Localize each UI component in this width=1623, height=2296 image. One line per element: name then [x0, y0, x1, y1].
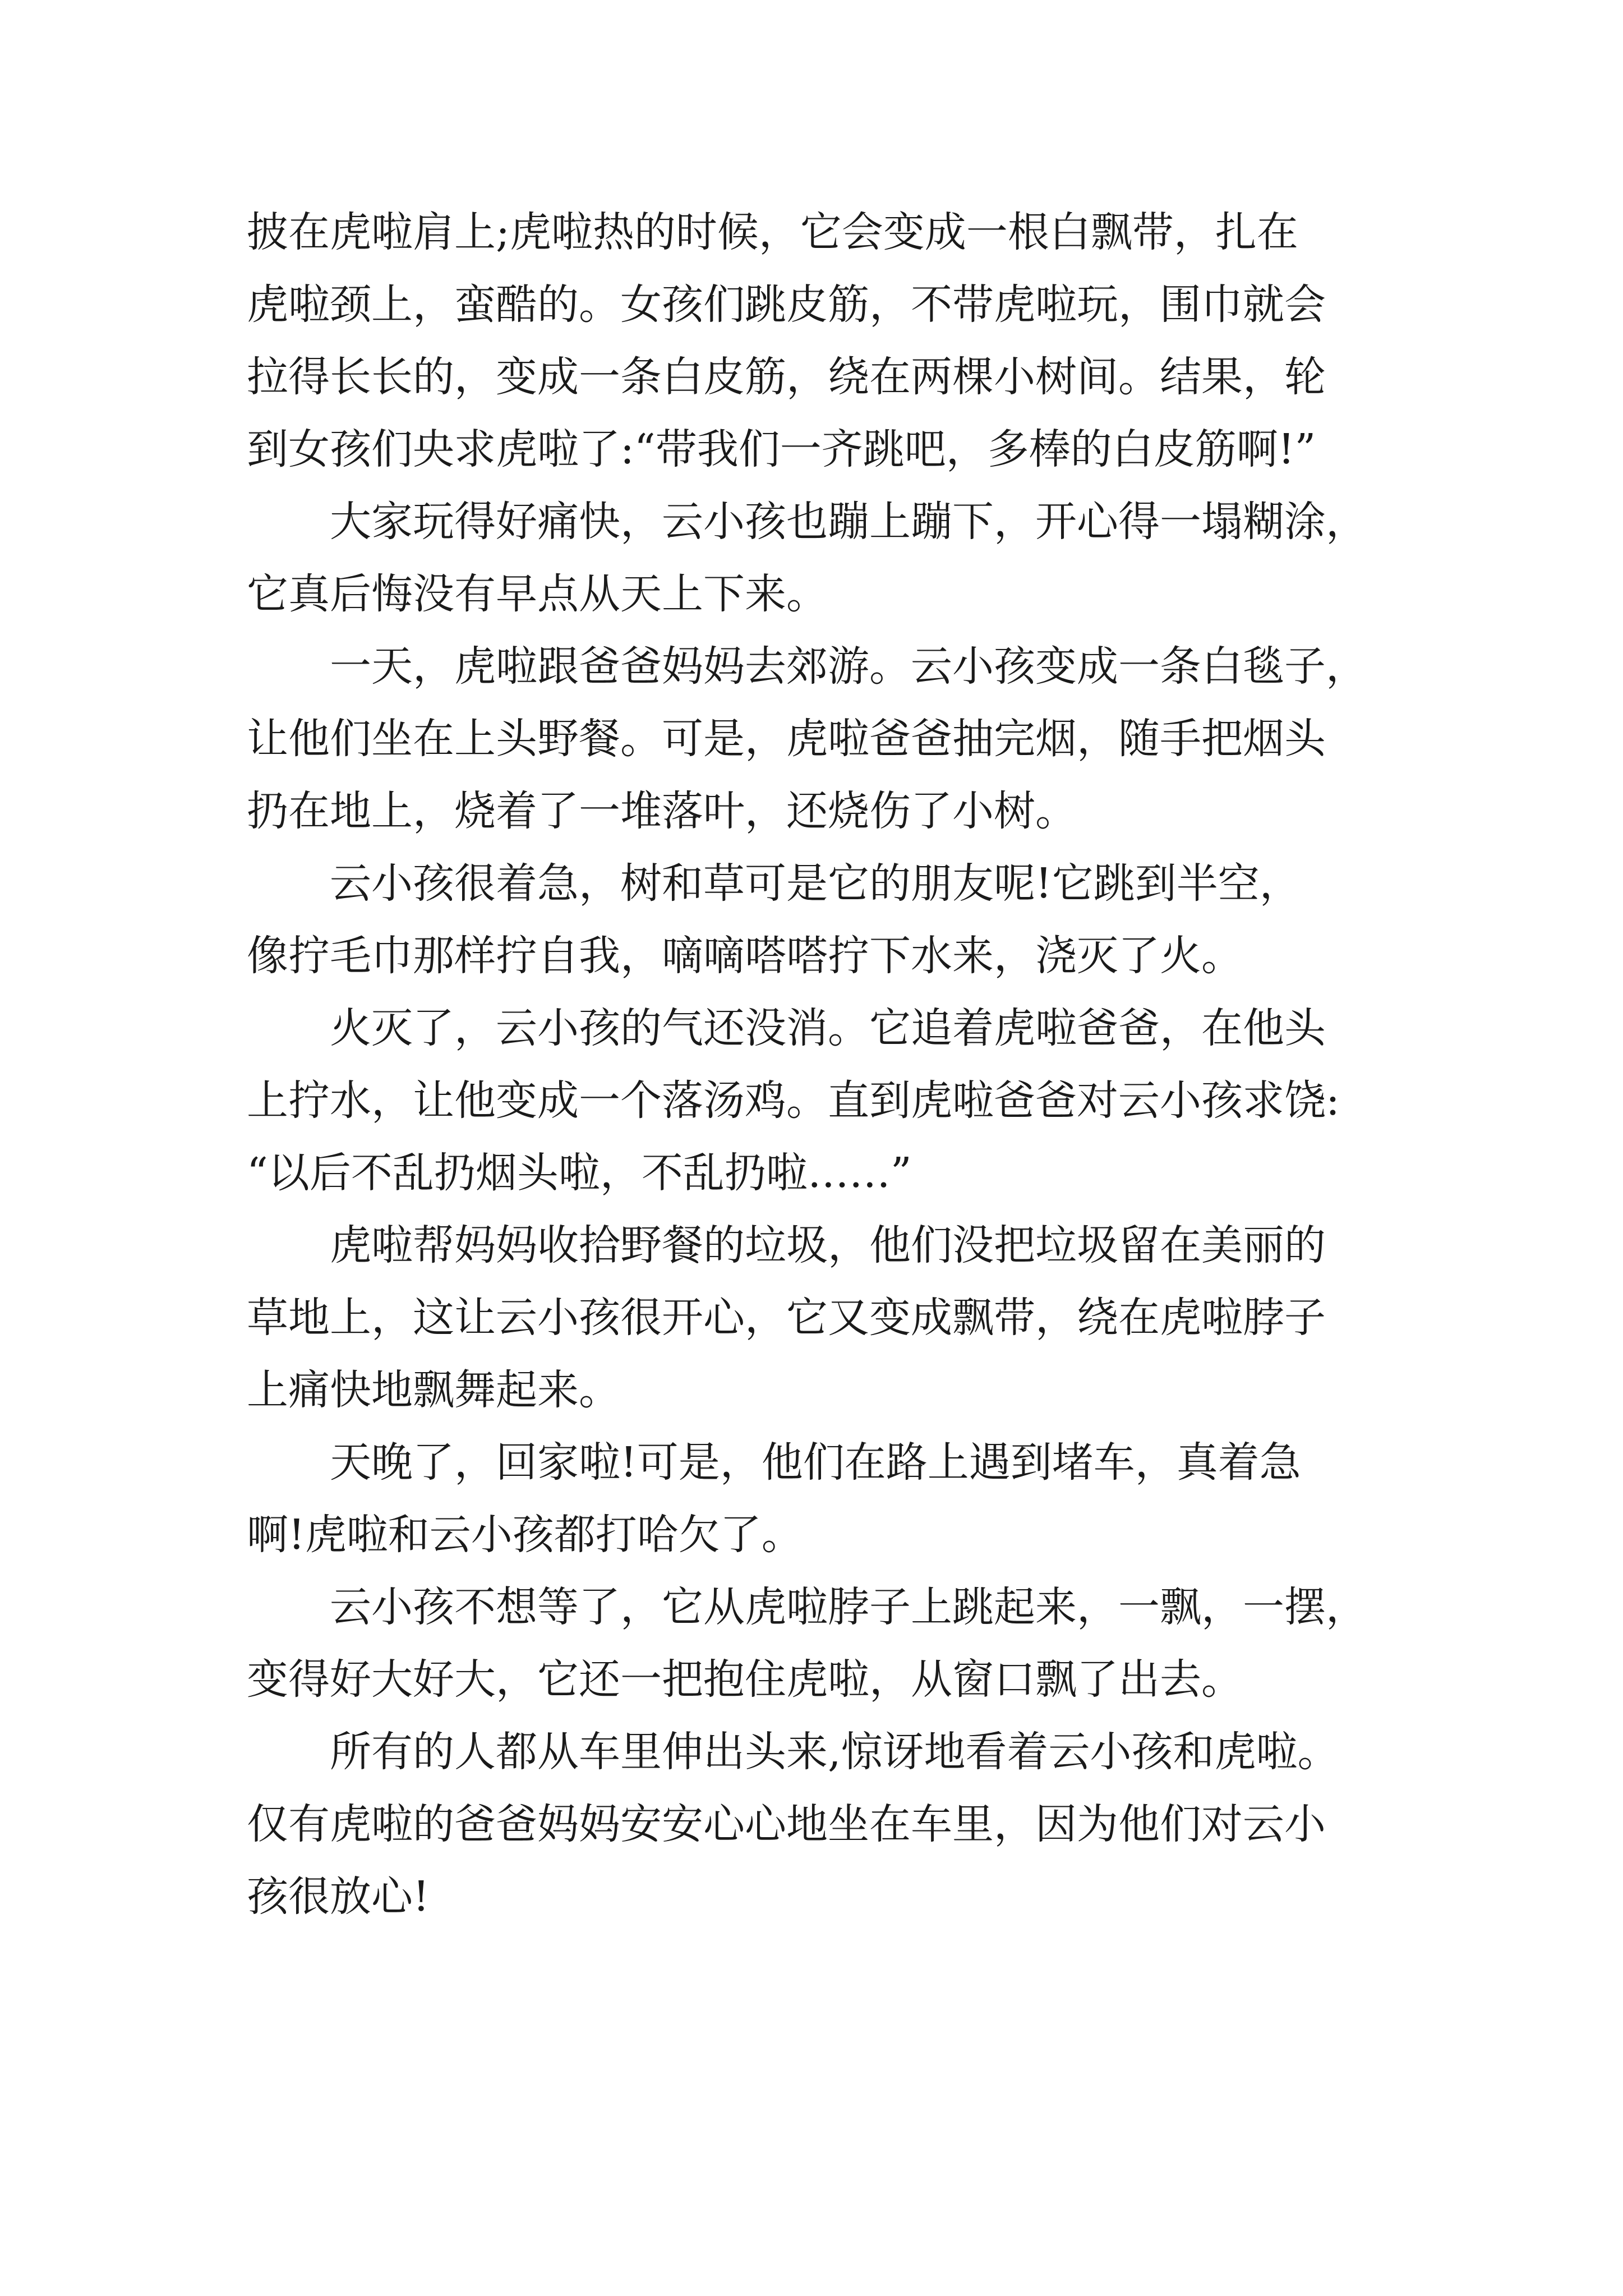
- text-line: 上痛快地飘舞起来。: [247, 1366, 620, 1414]
- text-line: 上拧水，让他变成一个落汤鸡。直到虎啦爸爸对云小孩求饶:: [247, 1076, 1340, 1125]
- text-line: “以后不乱扔烟头啦，不乱扔啦……”: [247, 1149, 912, 1197]
- text-line: 火灭了，云小孩的气还没消。它追着虎啦爸爸，在他头: [330, 1004, 1326, 1052]
- text-line: 变得好大好大，它还一把抱住虎啦，从窗口飘了出去。: [247, 1655, 1243, 1704]
- text-line: 拉得长长的，变成一条白皮筋，绕在两棵小树间。结果，轮: [247, 353, 1326, 401]
- text-line: 云小孩很着急，树和草可是它的朋友呢!它跳到半空，: [330, 859, 1301, 908]
- text-line: 云小孩不想等了，它从虎啦脖子上跳起来，一飘，一摆，: [330, 1583, 1367, 1631]
- text-line: 扔在地上，烧着了一堆落叶，还烧伤了小树。: [247, 787, 1077, 835]
- text-line: 像拧毛巾那样拧自我，嘀嘀嗒嗒拧下水来，浇灭了火。: [247, 932, 1243, 980]
- text-line: 大家玩得好痛快，云小孩也蹦上蹦下，开心得一塌糊涂，: [330, 498, 1367, 546]
- text-line: 草地上，这让云小孩很开心，它又变成飘带，绕在虎啦脖子: [247, 1294, 1326, 1342]
- text-line: 天晚了，回家啦!可是，他们在路上遇到堵车，真着急: [330, 1438, 1301, 1487]
- text-line: 孩很放心!: [247, 1872, 430, 1921]
- text-line: 披在虎啦肩上;虎啦热的时候，它会变成一根白飘带，扎在: [247, 208, 1298, 256]
- text-line: 一天，虎啦跟爸爸妈妈去郊游。云小孩变成一条白毯子，: [330, 642, 1367, 691]
- story-text: [247, 196, 1391, 1933]
- text-line: 虎啦帮妈妈收拾野餐的垃圾，他们没把垃圾留在美丽的: [330, 1221, 1326, 1269]
- text-line: 到女孩们央求虎啦了:“带我们一齐跳吧，多棒的白皮筋啊!”: [247, 425, 1316, 473]
- text-line: 仅有虎啦的爸爸妈妈安安心心地坐在车里，因为他们对云小: [247, 1800, 1326, 1848]
- text-line: 啊!虎啦和云小孩都打哈欠了。: [247, 1511, 803, 1559]
- text-line: 虎啦颈上，蛮酷的。女孩们跳皮筋，不带虎啦玩，围巾就会: [247, 280, 1326, 329]
- text-line: 它真后悔没有早点从天上下来。: [247, 570, 828, 618]
- text-line: 所有的人都从车里伸出头来,惊讶地看着云小孩和虎啦。: [330, 1728, 1339, 1776]
- text-line: 让他们坐在上头野餐。可是，虎啦爸爸抽完烟，随手把烟头: [247, 715, 1326, 763]
